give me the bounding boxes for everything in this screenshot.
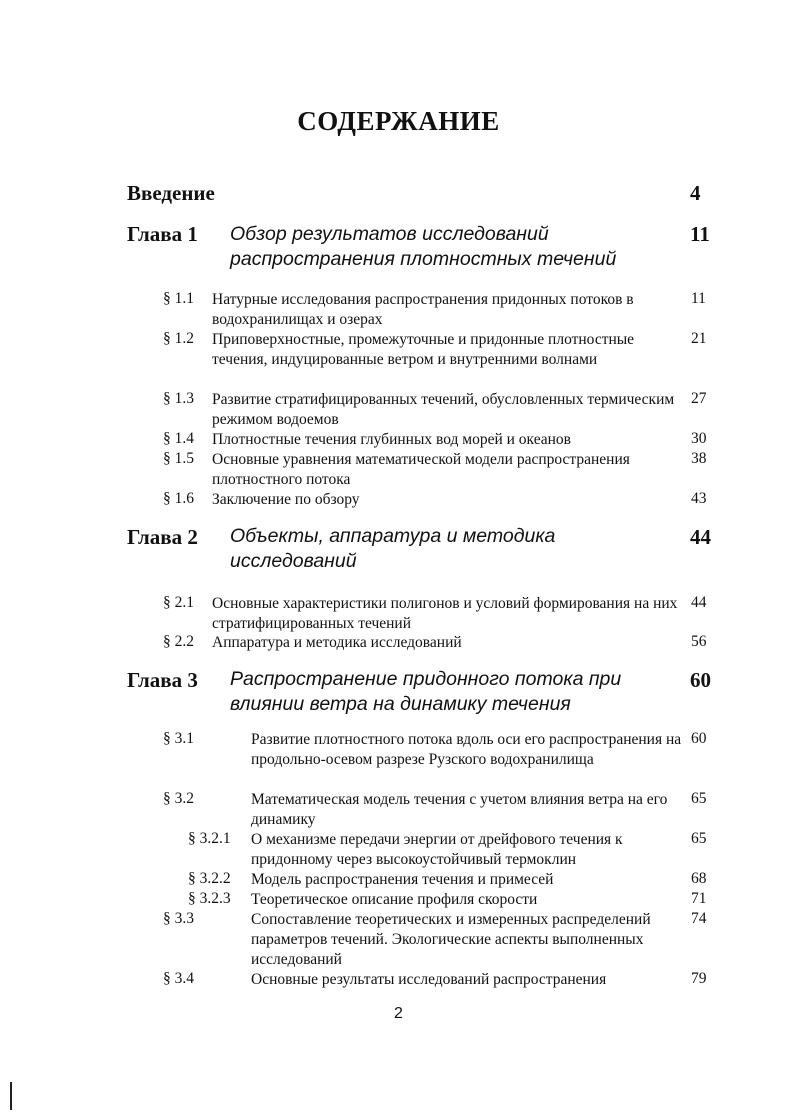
section-page: 60 [691, 730, 707, 747]
page-title: СОДЕРЖАНИЕ [297, 106, 500, 136]
section-page: 56 [691, 633, 707, 650]
section-number: § 3.2.3 [188, 890, 231, 907]
section-number: § 1.6 [163, 490, 194, 507]
section-text: Натурные исследования распространения придонных потоков в водохранилищах и озерах [212, 291, 634, 328]
section-number: § 1.4 [163, 430, 194, 447]
section-number: § 2.1 [163, 594, 194, 611]
section-text: Теоретическое описание профиля скорости [251, 891, 538, 908]
section-text: Плотностные течения глубинных вод морей и океанов [212, 431, 572, 448]
section-number: § 3.4 [163, 970, 194, 987]
chapter-title: Обзор результатов исследований распространения плотностных течений [230, 223, 617, 270]
section-text: Сопоставление теоретических и измеренных распределений параметров течений. Экологические аспекты выполненных исследований [251, 911, 651, 968]
section-page: 65 [691, 830, 707, 847]
section-page: 30 [691, 430, 707, 447]
section-page: 71 [691, 890, 707, 907]
section-page: 74 [691, 910, 707, 927]
chapter-page: 60 [690, 668, 711, 692]
section-text: Развитие плотностного потока вдоль оси его распространения на продольно-осевом разрезе Рузского водохранилища [251, 731, 682, 768]
chapter-title: Распространение придонного потока при влиянии ветра на динамику течения [230, 668, 622, 715]
section-text: Основные характеристики полигонов и условий формирования на них стратифицированных течений [212, 595, 678, 632]
section-text: О механизме передачи энергии от дрейфового течения к придонному через высокоустойчивый термоклин [251, 831, 623, 868]
section-text: Основные результаты исследований распространения [251, 971, 607, 988]
section-number: § 1.1 [163, 290, 194, 307]
section-text: Модель распространения течения и примесей [251, 871, 554, 888]
section-number: § 1.3 [163, 390, 194, 407]
chapter-label: Глава 1 [127, 222, 198, 246]
section-text: Развитие стратифицированных течений, обусловленных термическим режимом водоемов [212, 391, 675, 428]
section-number: § 3.2 [163, 790, 194, 807]
section-page: 11 [691, 290, 706, 307]
toc-intro-page: 4 [690, 181, 701, 205]
toc-intro-label: Введение [127, 181, 215, 205]
section-number: § 3.3 [163, 910, 194, 927]
section-text: Заключение по обзору [212, 491, 360, 508]
chapter-label: Глава 3 [127, 668, 198, 692]
section-text: Приповерхностные, промежуточные и придонные плотностные течения, индуцированные ветром и внутренними волнами [212, 331, 635, 368]
section-page: 68 [691, 870, 707, 887]
chapter-page: 11 [690, 222, 710, 246]
scan-edge-mark [10, 1082, 12, 1110]
chapter-title: Объекты, аппаратура и методика исследований [230, 525, 556, 572]
section-text: Основные уравнения математической модели распространения плотностного потока [212, 451, 630, 488]
chapter-page: 44 [690, 525, 711, 549]
section-number: § 2.2 [163, 633, 194, 650]
section-text: Аппаратура и методика исследований [212, 634, 462, 651]
section-number: § 3.2.2 [188, 870, 231, 887]
section-number: § 1.5 [163, 450, 194, 467]
section-page: 79 [691, 970, 707, 987]
section-number: § 3.2.1 [188, 830, 231, 847]
section-page: 38 [691, 450, 707, 467]
section-page: 65 [691, 790, 707, 807]
chapter-label: Глава 2 [127, 525, 198, 549]
section-page: 27 [691, 390, 707, 407]
section-number: § 3.1 [163, 730, 194, 747]
page-number: 2 [394, 1005, 403, 1022]
section-text: Математическая модель течения с учетом влияния ветра на его динамику [251, 791, 668, 828]
section-page: 43 [691, 490, 707, 507]
section-page: 44 [691, 594, 707, 611]
section-page: 21 [691, 330, 707, 347]
section-number: § 1.2 [163, 330, 194, 347]
